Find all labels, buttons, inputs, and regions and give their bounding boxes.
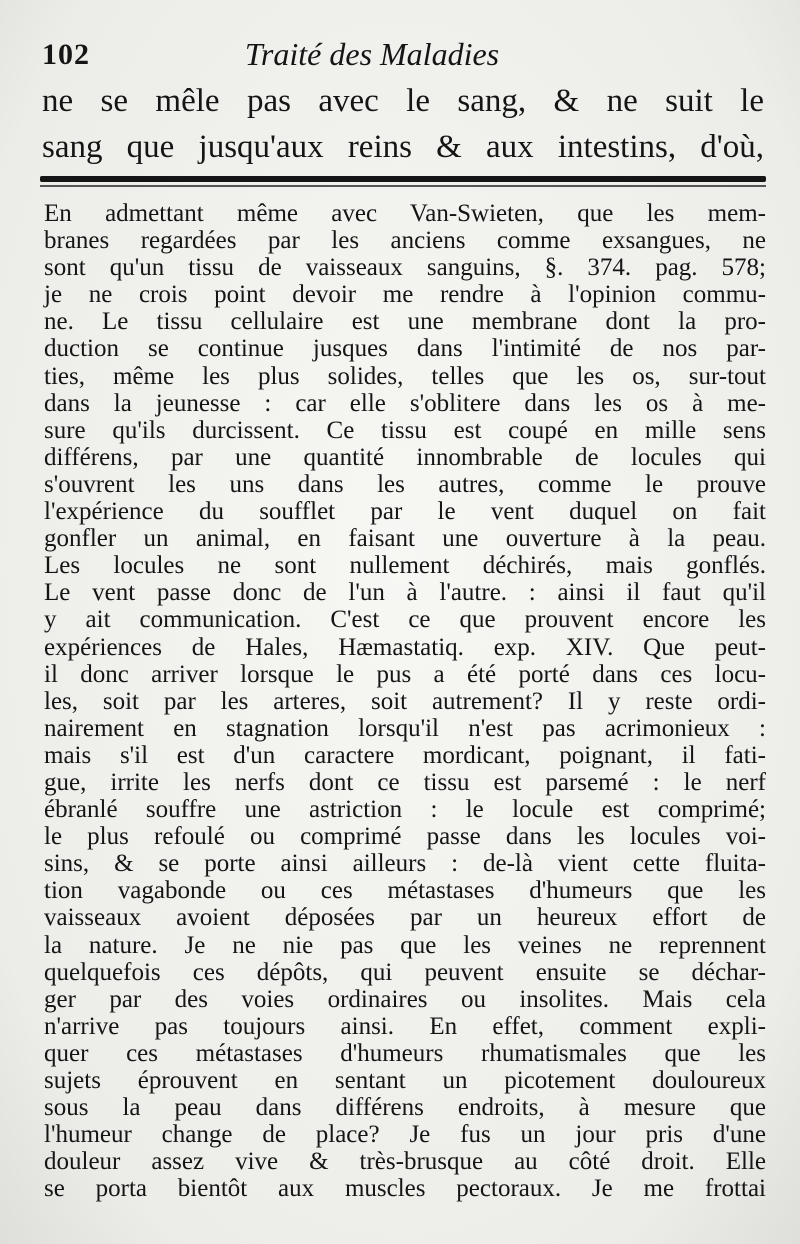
text-line: sure qu'ils durcissent. Ce tissu est coupé en mille sens — [44, 416, 766, 444]
text-line: sang que jusqu'aux reins & aux intestins, d'où, — [42, 129, 764, 165]
text-line: il donc arriver lorsque le pus a été porté dans ces locu- — [44, 660, 766, 688]
text-line: ébranlé souffre une astriction : le locule est comprimé; — [44, 796, 766, 824]
text-line: le plus refoulé ou comprimé passe dans les locules voi- — [44, 823, 766, 851]
text-line: l'humeur change de place? Je fus un jour pris d'une — [44, 1121, 766, 1149]
text-line: branes regardées par les anciens comme exsangues, ne — [44, 227, 766, 255]
text-line: expériences de Hales, Hæmastatiq. exp. XIV. Que peut- — [44, 633, 766, 661]
separator-rule-thin — [40, 185, 766, 187]
text-line: s'ouvrent les uns dans les autres, comme le prouve — [44, 470, 766, 498]
text-line: les, soit par les arteres, soit autrement? Il y reste ordi- — [44, 687, 766, 715]
text-line: quelquefois ces dépôts, qui peuvent ensuite se déchar- — [44, 958, 766, 986]
text-line: Le vent passe donc de l'un à l'autre. : ainsi il faut qu'il — [44, 579, 766, 607]
text-line: sous la peau dans différens endroits, à mesure que — [44, 1094, 766, 1122]
text-line: ties, même les plus solides, telles que les os, sur-tout — [44, 362, 766, 390]
text-line: je ne crois point devoir me rendre à l'opinion commu- — [44, 281, 766, 309]
running-title: Traité des Maladies — [244, 36, 500, 72]
separator-rule — [40, 176, 766, 182]
text-line: ne. Le tissu cellulaire est une membrane dont la pro- — [44, 308, 766, 336]
text-line: tion vagabonde ou ces métastases d'humeurs que les — [44, 877, 766, 905]
text-line: quer ces métastases d'humeurs rhumatismales que les — [44, 1039, 766, 1067]
text-line: y ait communication. C'est ce que prouvent encore les — [44, 606, 766, 634]
page-header — [42, 28, 760, 78]
text-line: sujets éprouvent en sentant un picotement douloureux — [44, 1067, 766, 1094]
text-line: différens, par une quantité innombrable de locules qui — [44, 443, 766, 471]
text-line: ne se mêle pas avec le sang, & ne suit le — [42, 83, 764, 119]
text-line: l'expérience du soufflet par le vent duquel on fait — [44, 498, 766, 526]
text-line: sont qu'un tissu de vaisseaux sanguins, §. 374. pag. 578; — [44, 254, 766, 282]
text-line: dans la jeunesse : car elle s'oblitere dans les os à me- — [44, 389, 766, 417]
text-line: gue, irrite les nerfs dont ce tissu est parsemé : le nerf — [44, 768, 766, 796]
text-line: n'arrive pas toujours ainsi. En effet, comment expli- — [44, 1012, 766, 1040]
text-line: nairement en stagnation lorsqu'il n'est pas acrimonieux : — [44, 714, 766, 742]
text-line: mais s'il est d'un caractere mordicant, poignant, il fati- — [44, 741, 766, 769]
text-line: vaisseaux avoient déposées par un heureux effort de — [44, 904, 766, 932]
page-number: 102 — [42, 38, 90, 71]
text-line: En admettant même avec Van-Swieten, que les mem- — [44, 200, 766, 227]
text-line: la nature. Je ne nie pas que les veines ne reprennent — [44, 931, 766, 959]
footnote-continuation — [42, 78, 764, 170]
text-line: sins, & se porte ainsi ailleurs : de-là vient cette fluita- — [44, 850, 766, 878]
text-line: douleur assez vive & très-brusque au côté droit. Elle — [44, 1148, 766, 1176]
text-line: Les locules ne sont nullement déchirés, mais gonflés. — [44, 552, 766, 580]
main-text — [44, 200, 766, 1202]
text-line: duction se continue jusques dans l'intimité de nos par- — [44, 335, 766, 363]
text-line: gonfler un animal, en faisant une ouverture à la peau. — [44, 525, 766, 553]
text-line: se porta bientôt aux muscles pectoraux. Je me frottai — [44, 1175, 766, 1203]
text-line: ger par des voies ordinaires ou insolites. Mais cela — [44, 985, 766, 1013]
